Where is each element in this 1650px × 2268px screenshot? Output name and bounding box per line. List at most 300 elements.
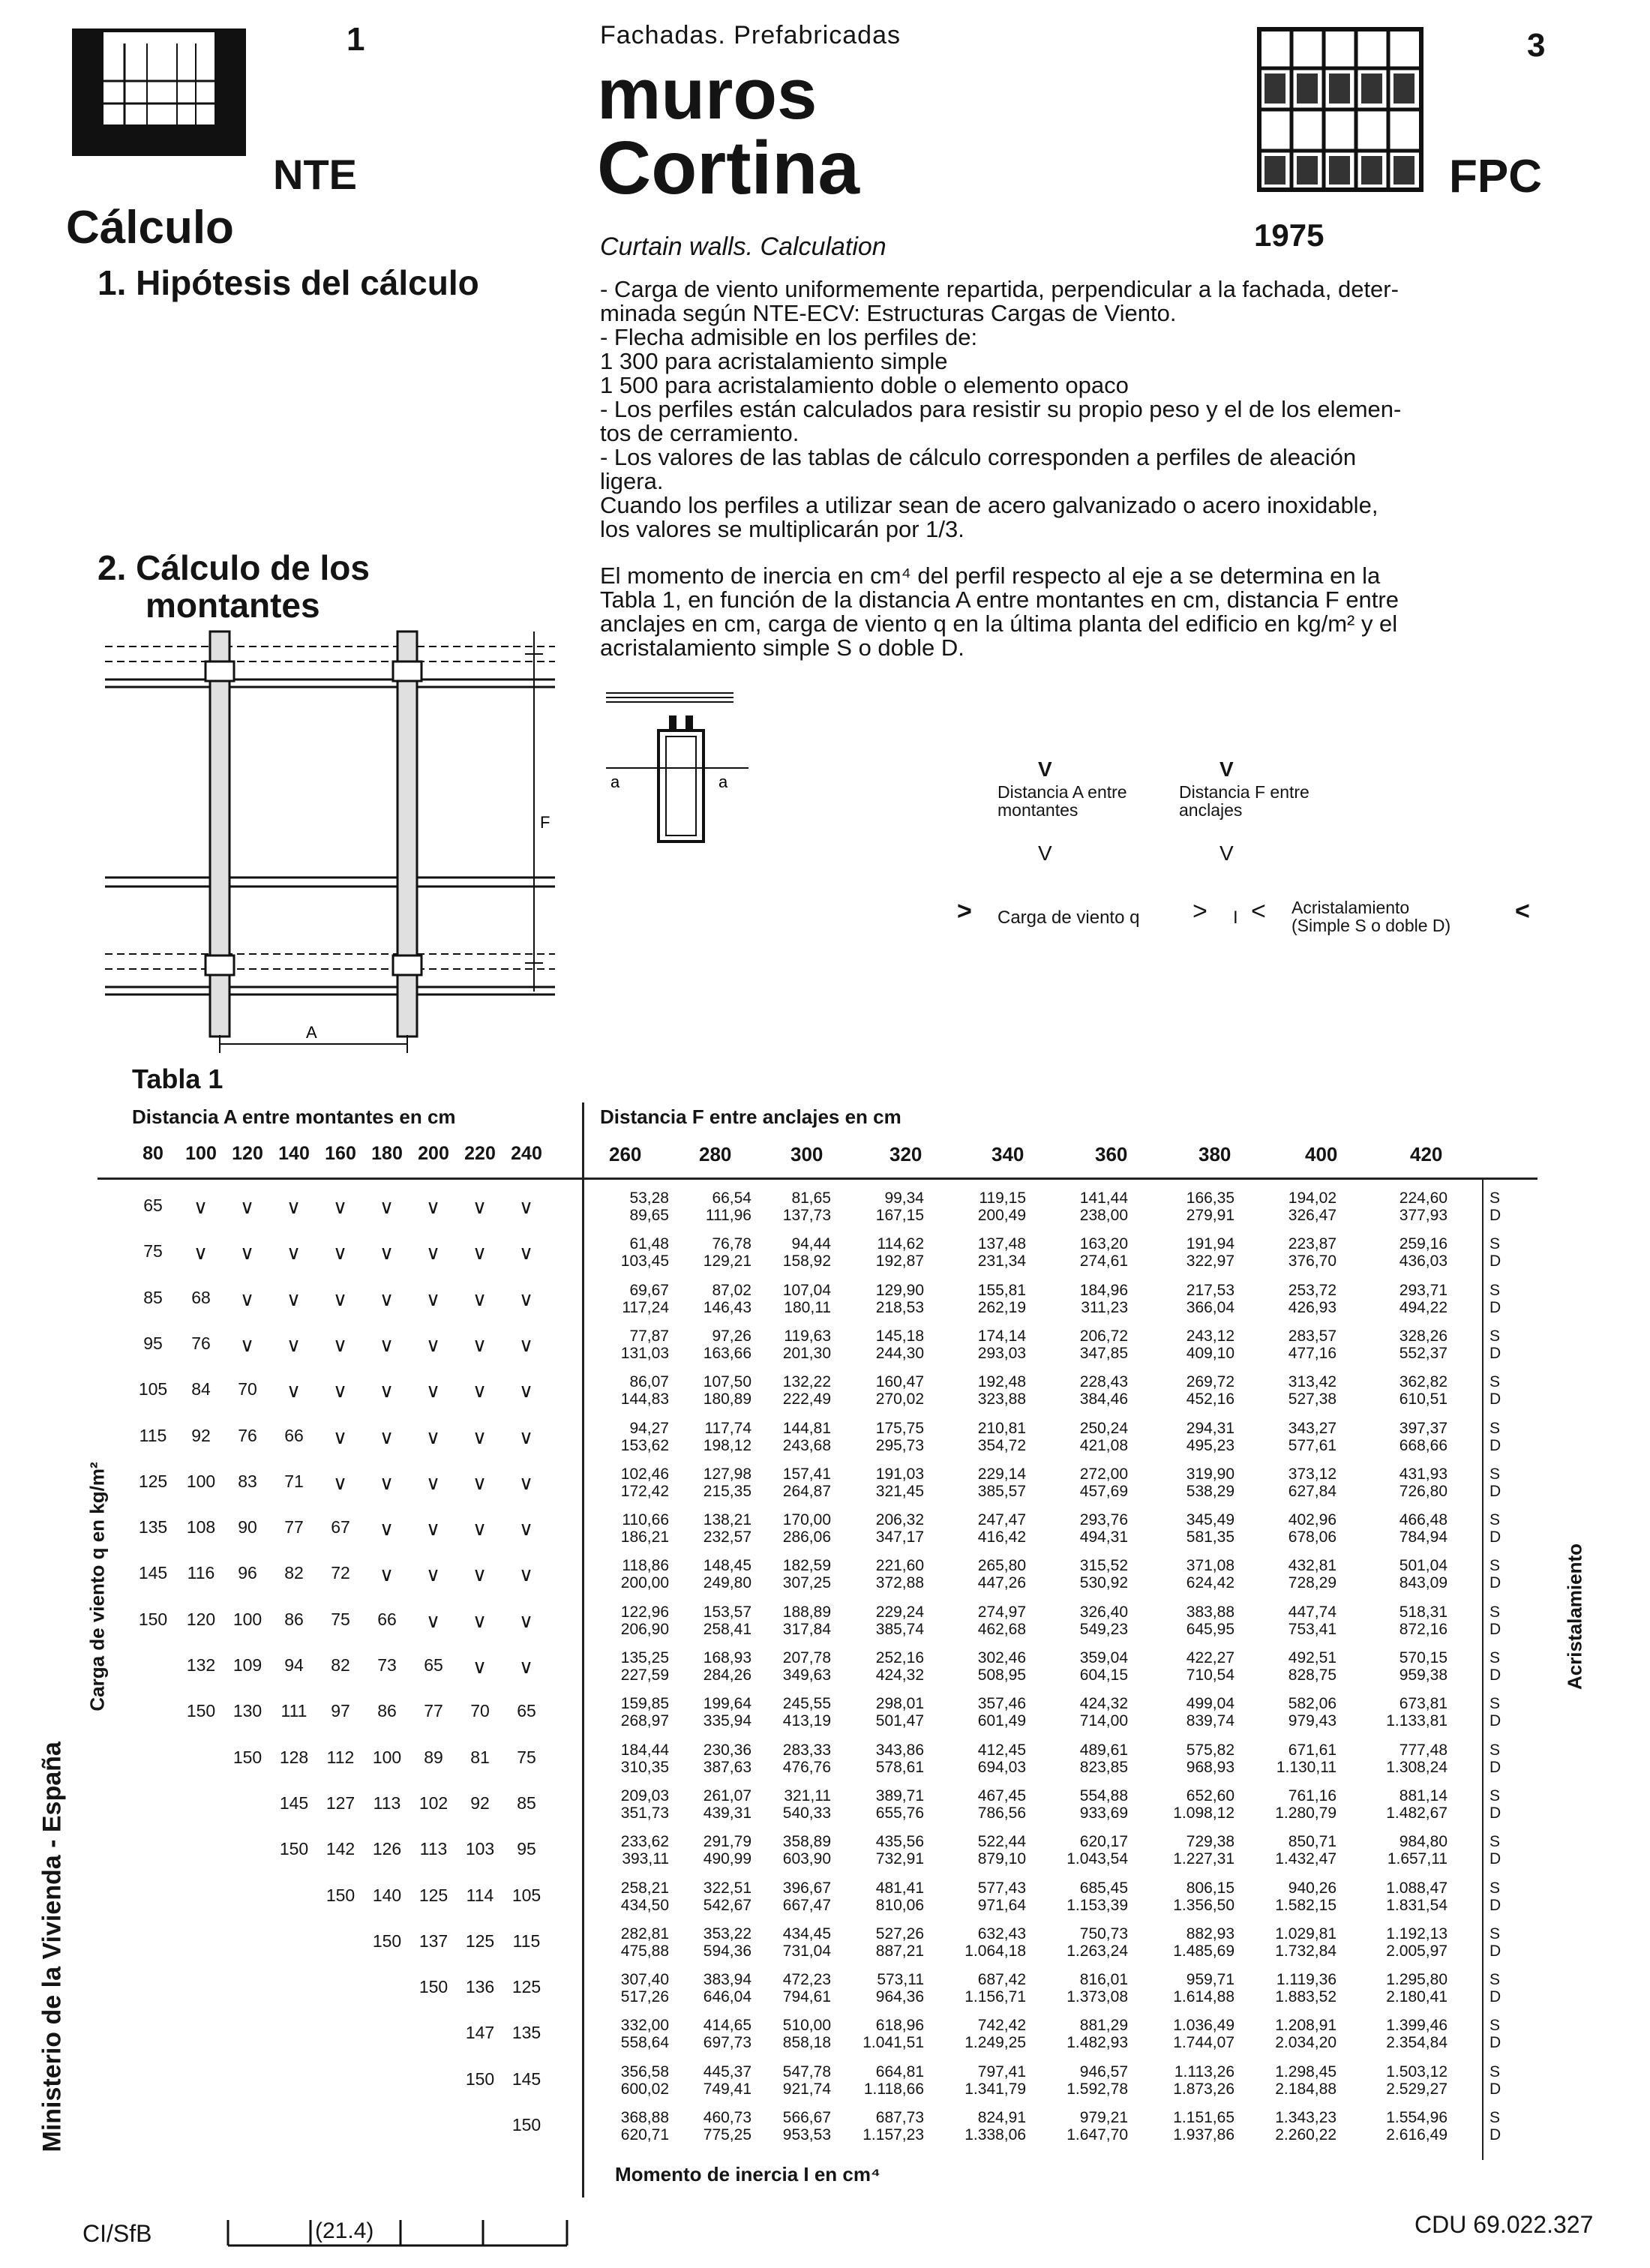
inertia-d-value: 828,75: [1288, 1666, 1336, 1684]
inertia-d-value: 424,32: [875, 1666, 924, 1684]
inertia-s-value: 1.192,13: [1386, 1924, 1448, 1942]
inertia-d-value: 311,23: [1081, 1298, 1128, 1316]
inertia-s-value: 224,60: [1399, 1190, 1448, 1207]
q-value: 109: [232, 1655, 262, 1675]
profile-section-diagram: [606, 688, 756, 854]
glazing-s-label: S: [1490, 1557, 1501, 1575]
inertia-s-value: 777,48: [1399, 1741, 1448, 1759]
q-value: 114: [466, 1885, 494, 1905]
inertia-s-value: 383,88: [1186, 1603, 1234, 1621]
inertia-s-value: 259,16: [1399, 1235, 1448, 1253]
flow-arrow-icon: V: [1038, 842, 1052, 865]
q-value: 90: [238, 1517, 257, 1538]
inertia-d-value: 322,97: [1186, 1252, 1234, 1270]
inertia-s-value: 481,41: [875, 1879, 924, 1897]
inertia-d-value: 366,04: [1186, 1298, 1234, 1316]
inertia-s-value: 107,04: [782, 1281, 831, 1299]
q-value: 136: [465, 1977, 495, 1997]
q-value: 128: [279, 1747, 309, 1767]
inertia-d-value: 293,03: [977, 1344, 1026, 1362]
inertia-d-value: 200,49: [977, 1207, 1026, 1224]
wind-arrow-icon: ∨: [380, 1471, 394, 1494]
glazing-s-label: S: [1490, 1833, 1501, 1851]
inertia-d-value: 694,03: [977, 1758, 1026, 1776]
f-value-400: 400: [1305, 1143, 1338, 1166]
inertia-s-value: 881,29: [1079, 2017, 1128, 2035]
inertia-d-value: 270,02: [875, 1390, 924, 1408]
inertia-s-value: 282,81: [620, 1924, 669, 1942]
inertia-s-value: 253,72: [1288, 1281, 1336, 1299]
q-value: 100: [232, 1609, 262, 1629]
inertia-d-value: 477,16: [1288, 1344, 1336, 1362]
inertia-d-value: 594,36: [703, 1942, 752, 1960]
inertia-s-value: 582,06: [1288, 1695, 1336, 1713]
inertia-s-value: 946,57: [1079, 2062, 1128, 2080]
inertia-s-value: 1.119,36: [1276, 1971, 1336, 1989]
inertia-d-value: 1.133,81: [1386, 1712, 1448, 1730]
inertia-s-value: 135,25: [620, 1649, 669, 1666]
inertia-s-value: 328,26: [1399, 1327, 1448, 1345]
hypothesis-line: - Carga de viento uniformemente repartida, perpendicular a la fachada, deter-: [600, 276, 1399, 302]
inertia-s-value: 269,72: [1186, 1373, 1234, 1391]
inertia-s-value: 761,16: [1288, 1786, 1336, 1804]
inertia-d-value: 409,10: [1186, 1344, 1234, 1362]
inertia-d-value: 1.064,18: [964, 1942, 1026, 1960]
inertia-d-value: 1.432,47: [1275, 1850, 1336, 1868]
wind-arrow-icon: ∨: [286, 1241, 302, 1264]
inertia-s-value: 447,74: [1288, 1603, 1336, 1621]
glazing-d-label: D: [1490, 1390, 1502, 1408]
q-value: 68: [191, 1287, 211, 1307]
inertia-s-value: 359,04: [1079, 1649, 1128, 1666]
page-number-left: 1: [346, 21, 365, 58]
inertia-d-value: 1.130,11: [1276, 1758, 1336, 1776]
inertia-s-value: 94,44: [791, 1235, 831, 1253]
nte-logo-icon: [72, 28, 246, 156]
inertia-d-value: 1.118,66: [863, 2080, 924, 2098]
q-value: 140: [372, 1885, 402, 1905]
inertia-s-value: 685,45: [1079, 1879, 1128, 1897]
inertia-s-value: 940,26: [1288, 1879, 1336, 1897]
cisfb-label: CI/SfB: [82, 2220, 152, 2247]
inertia-s-value: 797,41: [977, 2062, 1026, 2080]
inertia-s-value: 122,96: [620, 1603, 669, 1621]
glazing-s-label: S: [1490, 2109, 1501, 2126]
inertia-d-value: 198,12: [703, 1436, 752, 1454]
inertia-d-value: 1.582,15: [1275, 1896, 1336, 1914]
inertia-s-value: 160,47: [875, 1373, 924, 1391]
fpc-logo-icon: [1257, 27, 1424, 192]
inertia-s-value: 210,81: [977, 1419, 1026, 1437]
flow-arrow-icon: <: [1515, 897, 1530, 926]
inertia-d-value: 784,94: [1399, 1528, 1448, 1546]
inertia-d-value: 1.098,12: [1173, 1804, 1234, 1822]
q-value: 145: [138, 1563, 168, 1583]
q-value: 95: [517, 1839, 536, 1859]
calculation-text: [600, 564, 1549, 660]
inertia-d-value: 603,90: [782, 1850, 831, 1868]
inertia-d-value: 646,04: [703, 1988, 752, 2006]
inertia-s-value: 307,40: [620, 1971, 669, 1989]
inertia-s-value: 547,78: [782, 2062, 831, 2080]
inertia-d-value: 146,43: [703, 1298, 752, 1316]
inertia-d-value: 959,38: [1399, 1666, 1448, 1684]
q-value: 70: [470, 1701, 490, 1721]
a-value-160: 160: [325, 1143, 356, 1164]
inertia-d-value: 1.482,67: [1386, 1804, 1448, 1822]
wind-arrow-icon: ∨: [472, 1196, 488, 1218]
inertia-d-value: 879,10: [977, 1850, 1026, 1868]
section-title: Cálculo: [66, 202, 234, 254]
wind-arrow-icon: ∨: [472, 1287, 488, 1310]
inertia-s-value: 138,21: [703, 1511, 752, 1529]
inertia-s-value: 206,32: [875, 1511, 924, 1529]
inertia-d-value: 753,41: [1288, 1620, 1336, 1638]
glazing-s-label: S: [1490, 1924, 1501, 1942]
q-value: 150: [232, 1747, 262, 1767]
inertia-s-value: 174,14: [977, 1327, 1026, 1345]
inertia-s-value: 217,53: [1186, 1281, 1234, 1299]
inertia-s-value: 119,15: [979, 1190, 1026, 1207]
inertia-d-value: 1.356,50: [1173, 1896, 1234, 1914]
inertia-d-value: 872,16: [1399, 1620, 1448, 1638]
flow-i: I: [1233, 908, 1238, 928]
q-value: 130: [232, 1701, 262, 1721]
inertia-d-value: 2.184,88: [1275, 2080, 1336, 2098]
inertia-d-value: 137,73: [782, 1207, 831, 1224]
inertia-s-value: 554,88: [1079, 1786, 1128, 1804]
inertia-d-value: 979,43: [1288, 1712, 1336, 1730]
wind-arrow-icon: ∨: [333, 1333, 348, 1356]
inertia-d-value: 103,45: [620, 1252, 669, 1270]
inertia-s-value: 81,65: [791, 1190, 831, 1207]
inertia-d-value: 349,63: [782, 1666, 831, 1684]
inertia-d-value: 839,74: [1186, 1712, 1234, 1730]
wind-arrow-icon: ∨: [380, 1287, 394, 1310]
inertia-s-value: 129,90: [875, 1281, 924, 1299]
inertia-d-value: 1.657,11: [1387, 1850, 1448, 1868]
inertia-s-value: 824,91: [977, 2109, 1026, 2126]
hypothesis-line: los valores se multiplicarán por 1/3.: [600, 516, 964, 542]
acristalamiento-label: Acristalamiento: [1563, 1543, 1586, 1690]
inertia-s-value: 1.036,49: [1173, 2017, 1234, 2035]
inertia-s-value: 1.088,47: [1386, 1879, 1448, 1897]
inertia-s-value: 402,96: [1288, 1511, 1336, 1529]
inertia-s-value: 1.503,12: [1386, 2062, 1448, 2080]
inertia-d-value: 426,93: [1288, 1298, 1336, 1316]
q-value: 100: [372, 1747, 402, 1767]
inertia-s-value: 127,98: [703, 1465, 752, 1483]
inertia-d-value: 131,03: [620, 1344, 669, 1362]
glazing-s-label: S: [1490, 1786, 1501, 1804]
q-value: 105: [138, 1379, 168, 1400]
inertia-d-value: 335,94: [703, 1712, 752, 1730]
cisfb-box: [225, 2212, 570, 2250]
inertia-s-value: 358,89: [782, 1833, 831, 1851]
glazing-s-label: S: [1490, 1695, 1501, 1713]
inertia-s-value: 265,80: [977, 1557, 1026, 1575]
inertia-d-value: 351,73: [620, 1804, 669, 1822]
q-value: 66: [284, 1425, 304, 1445]
flow-dist-f: Distancia F entre anclajes: [1179, 782, 1310, 820]
q-value: 96: [238, 1563, 257, 1583]
inertia-s-value: 345,49: [1186, 1511, 1234, 1529]
inertia-s-value: 166,35: [1186, 1190, 1234, 1207]
glazing-s-label: S: [1490, 1281, 1501, 1299]
inertia-s-value: 207,78: [782, 1649, 831, 1666]
q-value: 125: [465, 1930, 495, 1951]
q-value: 81: [470, 1747, 490, 1767]
inertia-s-value: 192,48: [977, 1373, 1026, 1391]
doc-title-line2: Cortina: [597, 126, 860, 210]
inertia-s-value: 332,00: [620, 2017, 669, 2035]
inertia-d-value: 310,35: [620, 1758, 669, 1776]
q-value: 115: [512, 1930, 541, 1951]
hypothesis-line: - Los valores de las tablas de cálculo corresponden a perfiles de aleación: [600, 444, 1357, 470]
wind-arrow-icon: ∨: [333, 1196, 348, 1218]
q-value: 137: [418, 1930, 448, 1951]
wind-arrow-icon: ∨: [380, 1196, 394, 1218]
flow-arrow-icon: >: [1192, 897, 1208, 926]
wind-arrow-icon: ∨: [519, 1425, 534, 1448]
wind-arrow-icon: ∨: [240, 1241, 255, 1264]
q-value: 100: [186, 1471, 216, 1491]
inertia-d-value: 249,80: [703, 1574, 752, 1592]
q-value: 75: [517, 1747, 536, 1767]
inertia-d-value: 385,74: [875, 1620, 924, 1638]
inertia-s-value: 229,24: [875, 1603, 924, 1621]
inertia-d-value: 129,21: [703, 1252, 752, 1270]
inertia-s-value: 412,45: [977, 1741, 1026, 1759]
q-value: 86: [377, 1701, 397, 1721]
wind-arrow-icon: ∨: [380, 1241, 394, 1264]
hypothesis-line: tos de cerramiento.: [600, 420, 800, 446]
hypothesis-line: ligera.: [600, 468, 664, 494]
inertia-s-value: 272,00: [1079, 1465, 1128, 1483]
a-value-120: 120: [232, 1143, 263, 1164]
q-value: 135: [138, 1517, 168, 1538]
inertia-s-value: 159,85: [620, 1695, 669, 1713]
inertia-s-value: 1.295,80: [1386, 1971, 1448, 1989]
inertia-s-value: 141,44: [1079, 1190, 1128, 1207]
wind-arrow-icon: ∨: [519, 1609, 534, 1632]
inertia-d-value: 1.280,79: [1275, 1804, 1336, 1822]
q-value: 147: [465, 2023, 495, 2043]
q-value: 76: [191, 1333, 211, 1353]
inertia-s-value: 984,80: [1399, 1833, 1448, 1851]
wind-arrow-icon: ∨: [240, 1287, 255, 1310]
inertia-d-value: 627,84: [1288, 1482, 1336, 1500]
q-value: 75: [143, 1241, 163, 1262]
inertia-d-value: 1.249,25: [964, 2034, 1026, 2052]
wind-arrow-icon: ∨: [426, 1517, 441, 1540]
inertia-d-value: 1.308,24: [1386, 1758, 1448, 1776]
inertia-s-value: 671,61: [1288, 1741, 1336, 1759]
inertia-d-value: 953,53: [782, 2126, 831, 2144]
inertia-d-value: 307,25: [782, 1574, 831, 1592]
inertia-s-value: 356,58: [620, 2062, 669, 2080]
inertia-d-value: 2.005,97: [1386, 1942, 1448, 1960]
q-value: 103: [465, 1839, 495, 1859]
flow-arrow-icon: <: [1251, 897, 1266, 926]
inertia-s-value: 137,48: [977, 1235, 1026, 1253]
inertia-s-value: 632,43: [977, 1924, 1026, 1942]
inertia-s-value: 577,43: [977, 1879, 1026, 1897]
glazing-d-label: D: [1490, 1482, 1502, 1500]
inertia-d-value: 436,03: [1399, 1252, 1448, 1270]
q-value: 77: [284, 1517, 304, 1538]
q-value: 84: [191, 1379, 211, 1400]
inertia-d-value: 601,49: [977, 1712, 1026, 1730]
cdu-label: CDU 69.022.327: [1414, 2211, 1594, 2238]
glazing-d-label: D: [1490, 1436, 1502, 1454]
inertia-s-value: 230,36: [703, 1741, 752, 1759]
inertia-d-value: 117,24: [622, 1298, 669, 1316]
q-value: 150: [512, 2115, 542, 2134]
inertia-s-value: 107,50: [703, 1373, 752, 1391]
inertia-d-value: 1.153,39: [1066, 1896, 1128, 1914]
inertia-d-value: 538,29: [1186, 1482, 1234, 1500]
wind-arrow-icon: ∨: [240, 1196, 255, 1218]
inertia-s-value: 119,63: [784, 1327, 831, 1345]
inertia-s-value: 61,48: [629, 1235, 669, 1253]
inertia-s-value: 570,15: [1399, 1649, 1448, 1666]
calc-line: Tabla 1, en función de la distancia A entre montantes en cm, distancia F entre: [600, 586, 1399, 613]
inertia-d-value: 728,29: [1288, 1574, 1336, 1592]
inertia-s-value: 191,03: [875, 1465, 924, 1483]
wind-arrow-icon: ∨: [519, 1471, 534, 1494]
inertia-s-value: 94,27: [629, 1419, 669, 1437]
a-value-100: 100: [185, 1143, 217, 1164]
inertia-s-value: 322,51: [703, 1879, 752, 1897]
inertia-d-value: 376,70: [1288, 1252, 1336, 1270]
wind-arrow-icon: ∨: [380, 1379, 394, 1402]
inertia-d-value: 732,91: [875, 1850, 924, 1868]
wind-arrow-icon: ∨: [286, 1333, 302, 1356]
f-value-340: 340: [992, 1143, 1024, 1166]
glazing-s-label: S: [1490, 1511, 1501, 1529]
inertia-d-value: 167,15: [875, 1207, 924, 1224]
inertia-d-value: 1.043,54: [1066, 1850, 1128, 1868]
a-value-200: 200: [418, 1143, 449, 1164]
glazing-s-label: S: [1490, 1649, 1501, 1666]
inertia-s-value: 959,71: [1186, 1971, 1234, 1989]
q-value: 113: [373, 1792, 401, 1813]
inertia-d-value: 201,30: [782, 1344, 831, 1362]
inertia-s-value: 291,79: [703, 1833, 752, 1851]
inertia-s-value: 102,46: [620, 1465, 669, 1483]
q-value: 70: [238, 1379, 257, 1400]
glazing-s-label: S: [1490, 1373, 1501, 1391]
inertia-s-value: 492,51: [1288, 1649, 1336, 1666]
inertia-s-value: 302,46: [977, 1649, 1026, 1666]
inertia-d-value: 542,67: [703, 1896, 752, 1914]
inertia-d-value: 714,00: [1079, 1712, 1128, 1730]
inertia-s-value: 729,38: [1186, 1833, 1234, 1851]
inertia-d-value: 200,00: [620, 1574, 669, 1592]
inertia-d-value: 494,22: [1399, 1298, 1448, 1316]
inertia-d-value: 347,17: [875, 1528, 924, 1546]
inertia-s-value: 261,07: [703, 1786, 752, 1804]
inertia-s-value: 750,73: [1079, 1924, 1128, 1942]
inertia-d-value: 222,49: [782, 1390, 831, 1408]
inertia-s-value: 315,52: [1079, 1557, 1128, 1575]
inertia-s-value: 53,28: [629, 1190, 669, 1207]
wind-arrow-icon: ∨: [426, 1333, 441, 1356]
inertia-d-value: 192,87: [875, 1252, 924, 1270]
inertia-d-value: 678,06: [1288, 1528, 1336, 1546]
inertia-d-value: 710,54: [1186, 1666, 1234, 1684]
inertia-d-value: 1.937,86: [1173, 2126, 1234, 2144]
inertia-d-value: 321,45: [875, 1482, 924, 1500]
inertia-d-value: 284,26: [703, 1666, 752, 1684]
inertia-s-value: 228,43: [1079, 1373, 1128, 1391]
inertia-s-value: 293,76: [1079, 1511, 1128, 1529]
inertia-d-value: 231,34: [977, 1252, 1026, 1270]
flow-arrow-icon: V: [1038, 758, 1052, 781]
q-value: 125: [512, 1977, 542, 1997]
glazing-d-label: D: [1490, 1207, 1502, 1224]
glazing-d-label: D: [1490, 1620, 1502, 1638]
f-value-320: 320: [890, 1143, 922, 1166]
inertia-d-value: 447,26: [977, 1574, 1026, 1592]
q-value: 77: [424, 1701, 443, 1721]
inertia-s-value: 527,26: [875, 1924, 924, 1942]
inertia-d-value: 1.744,07: [1173, 2034, 1234, 2052]
inertia-s-value: 114,62: [877, 1235, 924, 1253]
glazing-s-label: S: [1490, 1327, 1501, 1345]
q-value: 65: [424, 1655, 443, 1675]
wind-arrow-icon: ∨: [333, 1471, 348, 1494]
q-value: 135: [512, 2023, 542, 2043]
q-value: 82: [331, 1655, 350, 1675]
inertia-d-value: 933,69: [1079, 1804, 1128, 1822]
wind-arrow-icon: ∨: [194, 1196, 208, 1218]
inertia-d-value: 1.482,93: [1066, 2034, 1128, 2052]
inertia-d-value: 434,50: [620, 1896, 669, 1914]
inertia-d-value: 218,53: [875, 1298, 924, 1316]
inertia-d-value: 2.034,20: [1275, 2034, 1336, 2052]
code-label: FPC: [1449, 151, 1542, 202]
glazing-d-label: D: [1490, 2126, 1502, 2144]
inertia-d-value: 393,11: [622, 1850, 669, 1868]
q-value: 85: [517, 1792, 536, 1813]
q-value: 72: [331, 1563, 350, 1583]
inertia-s-value: 979,21: [1079, 2109, 1128, 2126]
q-value: 92: [191, 1425, 211, 1445]
q-value: 94: [284, 1655, 304, 1675]
q-value: 112: [326, 1747, 355, 1767]
glazing-d-label: D: [1490, 1804, 1502, 1822]
inertia-d-value: 1.485,69: [1173, 1942, 1234, 1960]
inertia-s-value: 99,34: [884, 1190, 924, 1207]
glazing-d-label: D: [1490, 1850, 1502, 1868]
glazing-s-label: S: [1490, 1190, 1501, 1207]
inertia-s-value: 1.298,45: [1275, 2062, 1336, 2080]
inertia-d-value: 2.616,49: [1386, 2126, 1448, 2144]
inertia-d-value: 238,00: [1079, 1207, 1128, 1224]
inertia-d-value: 921,74: [782, 2080, 831, 2098]
inertia-s-value: 194,02: [1288, 1190, 1336, 1207]
glazing-d-label: D: [1490, 2080, 1502, 2098]
q-value: 86: [284, 1609, 304, 1629]
inertia-d-value: 172,42: [620, 1482, 669, 1500]
inertia-d-value: 581,35: [1186, 1528, 1234, 1546]
wind-arrow-icon: ∨: [426, 1471, 441, 1494]
inertia-s-value: 247,47: [977, 1511, 1026, 1529]
inertia-d-value: 1.592,78: [1066, 2080, 1128, 2098]
inertia-s-value: 343,27: [1288, 1419, 1336, 1437]
